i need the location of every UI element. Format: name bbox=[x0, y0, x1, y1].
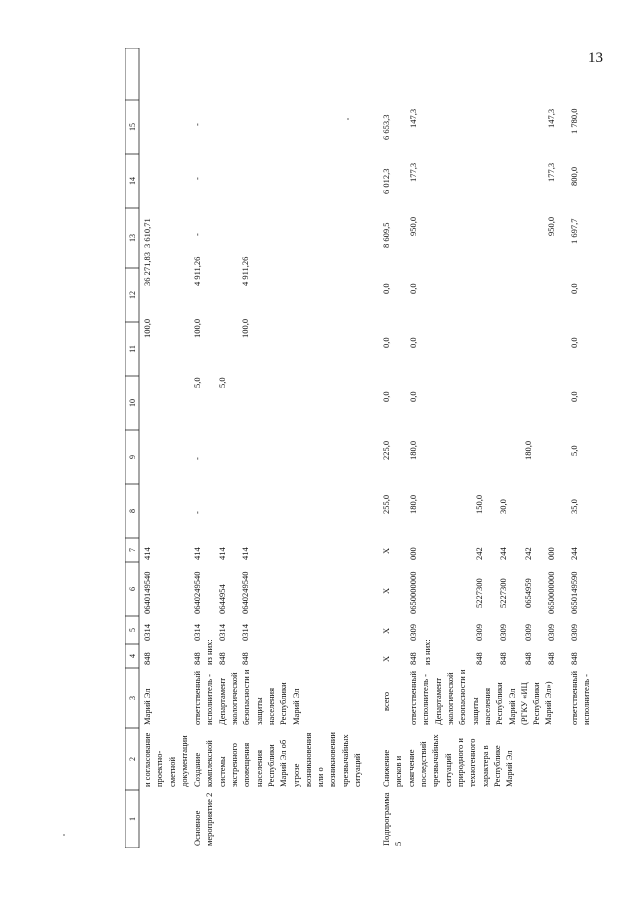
row-b-col6: 0640249540 bbox=[192, 571, 202, 614]
col-header-9: 9 bbox=[128, 455, 137, 459]
row-d-col12: 0,0 bbox=[569, 283, 579, 294]
row-c-total-col12: 0,0 bbox=[381, 283, 391, 294]
row-c-col1: Подпрограмма 5 bbox=[381, 792, 404, 846]
row-b-sub2-col7: 414 bbox=[240, 547, 250, 560]
row-c-total-col11: 0,0 bbox=[381, 337, 391, 348]
row-c-sub3-col4: 848 bbox=[523, 652, 533, 665]
row-c-resp-col6: 0650000000 bbox=[408, 571, 418, 614]
row-b-sub1-col5: 0314 bbox=[217, 624, 227, 641]
row-b-sub1-col7: 414 bbox=[217, 547, 227, 560]
row-c-total-col14: 6 012,3 bbox=[381, 168, 391, 194]
row-c-resp-col3: ответственный исполнитель - Департамент экологической безопасности и защиты населения Республики Марий Эл (РГКУ «ИЦ Республики Марий Эл») bbox=[408, 669, 554, 725]
col-header-12: 12 bbox=[128, 291, 137, 299]
row-c-col2: Снижение рисков и смягчение последствий чрезвычайных ситуаций природного и техногенного характера в Республике Марий Эл bbox=[381, 734, 515, 787]
row-b-sub1-col4: 848 bbox=[217, 652, 227, 665]
row-b-col11: 100,0 bbox=[192, 318, 202, 338]
row-b-col7: 414 bbox=[192, 547, 202, 560]
row-b-col13: - bbox=[192, 233, 202, 236]
row-c-sub2-col6: 5227300 bbox=[498, 578, 508, 608]
row-c-sub3-col6: 0654959 bbox=[523, 578, 533, 608]
row-d-col9: 5,0 bbox=[569, 445, 579, 456]
row-c-sub4-col15: 147,3 bbox=[546, 108, 556, 128]
row-c-resp-col4: 848 bbox=[408, 652, 418, 665]
row-b-sub2-col4: 848 bbox=[240, 652, 250, 665]
row-c-total-col6: X bbox=[381, 587, 391, 594]
row-d-col15: 1 780,0 bbox=[569, 108, 579, 134]
row-b-sub2-col12: 4 911,26 bbox=[240, 256, 250, 286]
row-c-resp-col10: 0,0 bbox=[408, 391, 418, 402]
row-d-col14: 800,0 bbox=[569, 166, 579, 186]
row-d-col4: 848 bbox=[569, 652, 579, 665]
row-c-total-col8: 255,0 bbox=[381, 494, 391, 514]
col-header-10: 10 bbox=[128, 399, 137, 407]
row-d-col10: 0,0 bbox=[569, 391, 579, 402]
row-d-col3: ответственный исполнитель - bbox=[569, 671, 592, 725]
row-a-col13: 3 610,71 bbox=[142, 218, 152, 248]
row-c-total-col15: 6 653,3 bbox=[381, 114, 391, 140]
col-header-4: 4 bbox=[128, 654, 137, 658]
row-c-sub-label: из них: bbox=[422, 639, 432, 665]
row-b-col4: 848 bbox=[192, 652, 202, 665]
col-header-5: 5 bbox=[128, 628, 137, 632]
row-c-sub3-col7: 242 bbox=[523, 547, 533, 560]
page-number: 13 bbox=[588, 50, 603, 66]
row-a-col2: и согласование проектно-сметной документации bbox=[142, 732, 189, 787]
row-c-total-col13: 8 609,5 bbox=[381, 222, 391, 248]
row-b-col3: ответственный исполнитель - Департамент экологической безопасности и защиты населения Республики Марий Эл bbox=[192, 669, 301, 725]
row-a-col11: 100,0 bbox=[142, 318, 152, 338]
row-b-col1: Основное мероприятие 2 bbox=[192, 792, 215, 846]
row-b-col12: 4 911,26 bbox=[192, 256, 202, 286]
row-c-sub2-col4: 848 bbox=[498, 652, 508, 665]
col-header-1: 1 bbox=[128, 817, 137, 821]
row-d-col13: 1 697,7 bbox=[569, 218, 579, 244]
row-c-total-col10: 0,0 bbox=[381, 391, 391, 402]
col-header-2: 2 bbox=[128, 757, 137, 761]
row-b-col14: - bbox=[192, 177, 202, 180]
row-c-sub3-col5: 0309 bbox=[523, 624, 533, 641]
rotated-table bbox=[125, 48, 592, 848]
row-c-resp-col13: 950,0 bbox=[408, 216, 418, 236]
row-b-col15: - bbox=[192, 123, 202, 126]
row-b-col9: - bbox=[192, 457, 202, 460]
row-b-col2: Создание комплексной системы экстренного оповещения населения Республики Марий Эл об угрозе возникновения или о возникновении чрезвычайных ситуаций bbox=[192, 732, 363, 787]
col-header-13: 13 bbox=[128, 234, 137, 242]
row-c-total-col4: X bbox=[381, 655, 391, 662]
col-header-14: 14 bbox=[128, 177, 137, 185]
row-c-sub4-col13: 950,0 bbox=[546, 216, 556, 236]
row-c-resp-col9: 180,0 bbox=[408, 440, 418, 460]
col-header-6: 6 bbox=[128, 587, 137, 591]
row-c-sub1-col7: 242 bbox=[474, 547, 484, 560]
row-c-resp-col15: 147,3 bbox=[408, 108, 418, 128]
row-c-sub4-col7: 000 bbox=[546, 547, 556, 560]
row-d-col5: 0309 bbox=[569, 624, 579, 641]
row-c-sub2-col8: 30,0 bbox=[498, 499, 508, 514]
col-header-8: 8 bbox=[128, 509, 137, 513]
row-b-sub2-col5: 0314 bbox=[240, 624, 250, 641]
row-d-col11: 0,0 bbox=[569, 337, 579, 348]
row-c-resp-col12: 0,0 bbox=[408, 283, 418, 294]
row-a-col3: Марий Эл bbox=[142, 688, 152, 725]
row-c-sub2-col7: 244 bbox=[498, 547, 508, 560]
row-c-resp-col8: 180,0 bbox=[408, 494, 418, 514]
row-c-resp-col11: 0,0 bbox=[408, 337, 418, 348]
col-header-15: 15 bbox=[128, 123, 137, 131]
row-c-sub1-col6: 5227300 bbox=[474, 578, 484, 608]
row-b-col8: - bbox=[192, 511, 202, 514]
row-c-sub1-col4: 848 bbox=[474, 652, 484, 665]
row-c-resp-col14: 177,3 bbox=[408, 162, 418, 182]
row-b-sub-label: из них: bbox=[204, 639, 214, 665]
row-d-col6: 0650149590 bbox=[569, 571, 579, 614]
row-c-total-col3: всего bbox=[381, 691, 391, 711]
row-a-col7: 414 bbox=[142, 547, 152, 560]
row-c-resp-col7: 000 bbox=[408, 547, 418, 560]
row-a-col5: 0314 bbox=[142, 624, 152, 641]
row-b-sub2-col6: 0640249540 bbox=[240, 571, 250, 614]
row-c-sub4-col4: 848 bbox=[546, 652, 556, 665]
row-c-sub1-col5: 0309 bbox=[474, 624, 484, 641]
row-c-sub4-col6: 0650000000 bbox=[546, 571, 556, 614]
row-c-total-col9: 225,0 bbox=[381, 440, 391, 460]
row-c-sub2-col5: 0309 bbox=[498, 624, 508, 641]
scan-speck bbox=[63, 834, 65, 836]
row-b-sub1-col10: 5,0 bbox=[217, 377, 227, 388]
col-header-3: 3 bbox=[128, 696, 137, 700]
row-c-resp-col5: 0309 bbox=[408, 624, 418, 641]
row-b-col10: 5,0 bbox=[192, 377, 202, 388]
row-d-col7: 244 bbox=[569, 547, 579, 560]
row-c-total-col5: X bbox=[381, 627, 391, 634]
row-b-sub1-col6: 0644954 bbox=[217, 584, 227, 614]
row-a-col6: 0640149540 bbox=[142, 571, 152, 614]
row-c-sub4-col5: 0309 bbox=[546, 624, 556, 641]
table-grid bbox=[125, 48, 585, 848]
row-a-col12: 36 271,83 bbox=[142, 252, 152, 286]
row-a-col4: 848 bbox=[142, 652, 152, 665]
row-d-col8: 35,0 bbox=[569, 499, 579, 514]
col-header-11: 11 bbox=[128, 345, 137, 353]
row-c-total-col7: X bbox=[381, 547, 391, 554]
row-c-sub4-col14: 177,3 bbox=[546, 162, 556, 182]
col-header-7: 7 bbox=[128, 548, 137, 552]
row-b-col5: 0314 bbox=[192, 624, 202, 641]
row-c-sub1-col8: 150,0 bbox=[474, 494, 484, 514]
row-b-sub2-col11: 100,0 bbox=[240, 318, 250, 338]
row-c-sub3-col9: 180,0 bbox=[523, 440, 533, 460]
